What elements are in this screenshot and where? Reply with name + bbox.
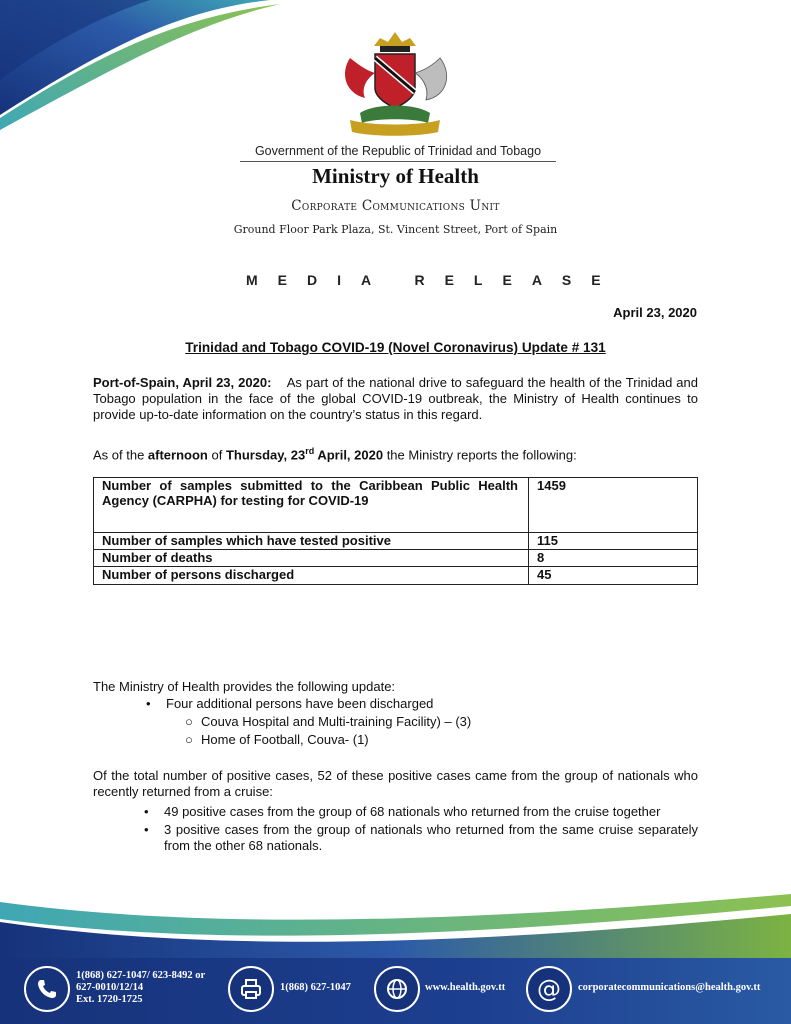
table-row [94, 478, 698, 533]
intro-lead: Port-of-Spain, April 23, 2020: [93, 375, 272, 390]
asof-pre: As of the [93, 447, 148, 463]
asof-sup: rd [305, 446, 315, 456]
stat-label: Number of samples submitted to the Caribbean Public Health Agency (CARPHA) for testing for COVID-19 [94, 478, 529, 533]
asof-day: Thursday, 23 [225, 447, 306, 463]
circle-bullet-icon: ○ [185, 732, 193, 747]
phone-line-3: Ext. 1720-1725 [76, 994, 143, 1005]
intro-paragraph [93, 375, 698, 423]
fax-icon [228, 966, 274, 1012]
stat-label: Number of samples which have tested positive [94, 533, 529, 550]
list-item [144, 822, 698, 854]
unit-title: Corporate Communications Unit [291, 198, 500, 214]
asof-mid: of [207, 447, 226, 463]
phone-icon [24, 966, 70, 1012]
list-item [185, 714, 472, 730]
email-link[interactable]: corporatecommunications@health.gov.tt [578, 982, 761, 993]
update-bullet-text: Four additional persons have been discharged [166, 696, 434, 711]
stat-label: Number of persons discharged [94, 567, 529, 585]
footer-swoosh [0, 884, 791, 964]
media-release-label: MEDIA RELEASE [246, 272, 621, 288]
positives-intro: Of the total number of positive cases, 52 of these positive cases came from the group of nationals who recently returned from a cruise: [93, 768, 698, 799]
address-line: Ground Floor Park Plaza, St. Vincent Street, Port of Spain [233, 223, 558, 236]
table-row [94, 550, 698, 567]
header-swoosh [0, 0, 300, 135]
list-item [185, 732, 369, 748]
positive-bullet-text: 49 positive cases from the group of 68 nationals who returned from the cruise together [164, 804, 661, 819]
website-link[interactable]: www.health.gov.tt [425, 982, 506, 993]
bullet-icon: • [144, 804, 149, 819]
list-item [146, 696, 434, 712]
ministry-title: Ministry of Health [312, 164, 479, 188]
bullet-icon: • [144, 822, 149, 837]
government-line: Government of the Republic of Trinidad and Tobago [240, 144, 556, 162]
sub-item-text: Couva Hospital and Multi-training Facility) – (3) [201, 714, 472, 729]
asof-afternoon: afternoon [147, 447, 208, 463]
release-date: April 23, 2020 [613, 305, 697, 320]
asof-month: April, 2020 [314, 447, 384, 463]
positive-bullet-text: 3 positive cases from the group of nationals who returned from the same cruise separately from the other 68 nationals. [164, 822, 698, 853]
bullet-icon: • [146, 696, 151, 711]
phone-line-1: 1(868) 627-1047/ 623-8492 or [76, 970, 206, 981]
as-of-paragraph [93, 443, 698, 463]
stat-value: 45 [529, 567, 698, 585]
fax-number: 1(868) 627-1047 [280, 982, 351, 993]
update-intro: The Ministry of Health provides the following update: [93, 679, 396, 694]
phone-numbers [76, 970, 205, 1006]
coat-of-arms-icon [330, 28, 460, 140]
stat-value: 8 [529, 550, 698, 567]
sub-item-text: Home of Football, Couva- (1) [201, 732, 369, 747]
release-headline: Trinidad and Tobago COVID-19 (Novel Coronavirus) Update # 131 [185, 340, 606, 355]
table-row [94, 533, 698, 550]
at-icon: @ [526, 966, 572, 1012]
globe-icon [374, 966, 420, 1012]
intro-text: As part of the national drive to safeguard the health of the Trinidad and Tobago population in the face of the global COVID-19 outbreak, the Ministry of Health continues to provide up-to-date information on the country’s status in this regard. [93, 375, 698, 422]
list-item [144, 804, 698, 820]
stat-value: 1459 [529, 478, 698, 533]
asof-post: the Ministry reports the following: [383, 447, 577, 463]
stat-value: 115 [529, 533, 698, 550]
table-row [94, 567, 698, 585]
circle-bullet-icon: ○ [185, 714, 193, 729]
stat-label: Number of deaths [94, 550, 529, 567]
phone-line-2: 627-0010/12/14 [76, 982, 144, 993]
stats-table [93, 477, 698, 585]
